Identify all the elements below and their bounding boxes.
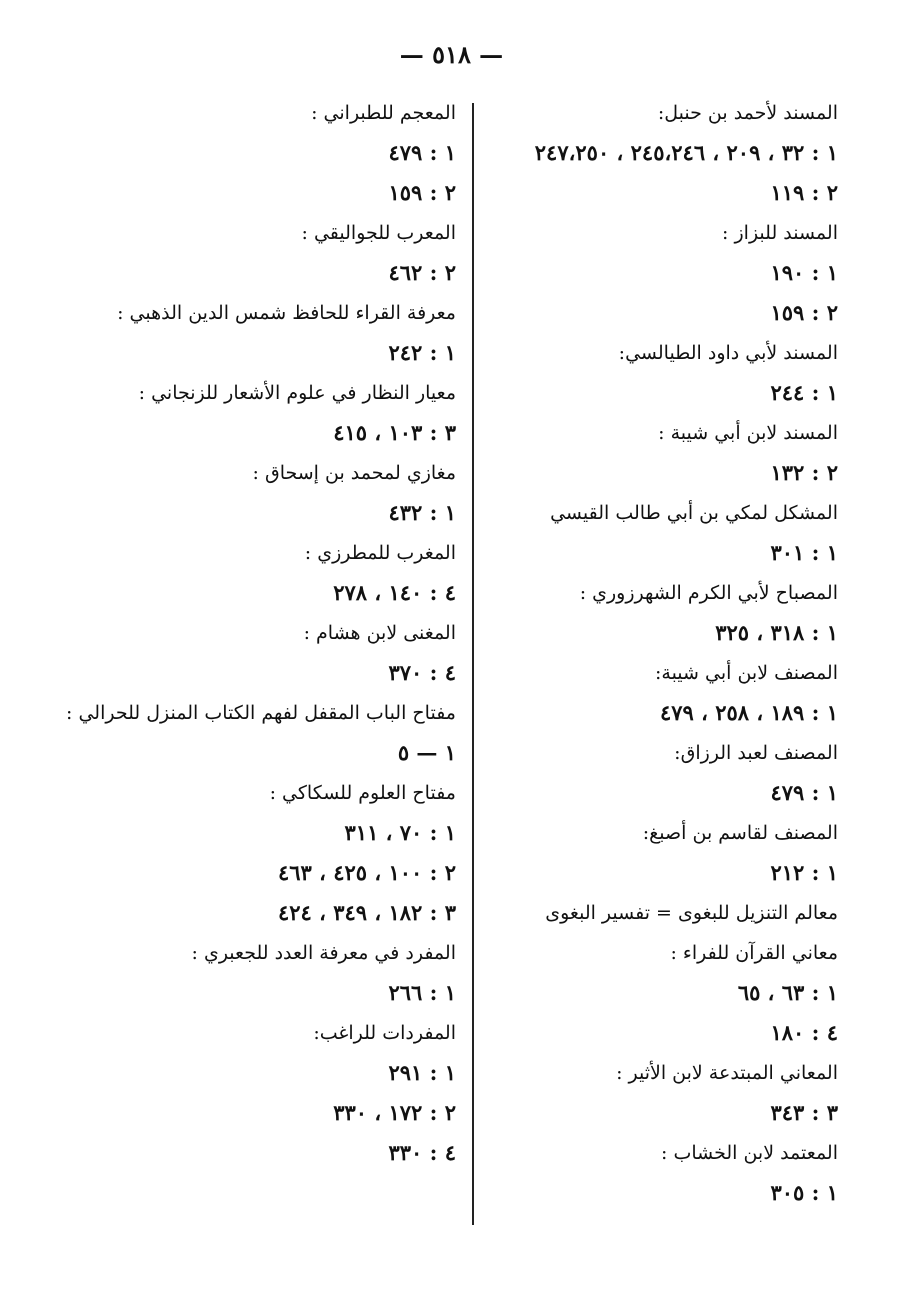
index-entry-title: المسند لأحمد بن حنبل: bbox=[657, 102, 838, 124]
index-reference: ١ : ٣٢ ، ٢٠٩ ، ٢٤٥،٢٤٦ ، ٢٤٧،٢٥٠ bbox=[534, 140, 838, 165]
index-reference: ٣ : ٣٤٣ bbox=[770, 1100, 838, 1125]
index-entry-title: المصنف لقاسم بن أصبغ: bbox=[642, 822, 838, 844]
index-reference: ١ : ٢٤٢ bbox=[388, 340, 456, 365]
index-reference: ٤ : ٣٧٠ bbox=[388, 660, 456, 685]
index-reference: ١ : ٤٧٩ bbox=[770, 780, 838, 805]
index-reference: ٣ : ١٨٢ ، ٣٤٩ ، ٤٢٤ bbox=[278, 900, 456, 925]
index-entry-title: معالم التنزيل للبغوى = تفسير البغوى bbox=[545, 902, 838, 924]
index-entry-title: المسند لأبي داود الطيالسي: bbox=[618, 342, 838, 364]
index-entry-title: مفتاح الباب المقفل لفهم الكتاب المنزل للحرالي : bbox=[66, 702, 456, 724]
index-entry-title: معرفة القراء للحافظ شمس الدين الذهبي : bbox=[117, 302, 456, 324]
index-reference: ٢ : ١١٩ bbox=[770, 180, 838, 205]
page-number: — ٥١٨ — bbox=[399, 40, 504, 69]
index-entry-title: المصباح لأبي الكرم الشهرزوري : bbox=[579, 582, 838, 604]
index-entry-title: معيار النظار في علوم الأشعار للزنجاني : bbox=[138, 382, 456, 404]
index-reference: ١ : ٣٠١ bbox=[770, 540, 838, 565]
index-reference: ١ : ٧٠ ، ٣١١ bbox=[344, 820, 456, 845]
index-entry-title: المسند للبزاز : bbox=[722, 222, 838, 244]
index-entry-title: المغرب للمطرزي : bbox=[304, 542, 456, 564]
index-entry-title: المعاني المبتدعة لابن الأثير : bbox=[616, 1062, 838, 1084]
index-reference: ٢ : ١٧٢ ، ٣٣٠ bbox=[333, 1100, 456, 1125]
index-column-left bbox=[66, 100, 456, 1180]
index-entry-title: معاني القرآن للفراء : bbox=[670, 942, 838, 964]
index-reference: ٤ : ٣٣٠ bbox=[388, 1140, 456, 1165]
index-reference: ١ : ٢٦٦ bbox=[388, 980, 456, 1005]
index-reference: ١ : ٤٧٩ bbox=[388, 140, 456, 165]
index-reference: ٢ : ٤٦٢ bbox=[388, 260, 456, 285]
index-entry-title: المعتمد لابن الخشاب : bbox=[661, 1142, 838, 1164]
index-reference: ١ : ١٩٠ bbox=[770, 260, 838, 285]
index-reference: ٤ : ١٤٠ ، ٢٧٨ bbox=[333, 580, 456, 605]
index-entry-title: مفتاح العلوم للسكاكي : bbox=[269, 782, 456, 804]
index-entry-title: المغنى لابن هشام : bbox=[303, 622, 456, 644]
index-reference: ٤ : ١٨٠ bbox=[770, 1020, 838, 1045]
index-reference: ١ : ٢٩١ bbox=[388, 1060, 456, 1085]
index-reference: ١ : ١٨٩ ، ٢٥٨ ، ٤٧٩ bbox=[660, 700, 838, 725]
index-entry-title: مغازي لمحمد بن إسحاق : bbox=[252, 462, 456, 484]
index-reference: ٢ : ١٥٩ bbox=[770, 300, 838, 325]
index-reference: ١ — ٥ bbox=[397, 740, 456, 765]
index-reference: ١ : ٣٠٥ bbox=[770, 1180, 838, 1205]
index-entry-title: المعجم للطبراني : bbox=[311, 102, 456, 124]
index-entry-title: المسند لابن أبي شيبة : bbox=[658, 422, 838, 444]
index-column-right bbox=[458, 100, 838, 1220]
index-reference: ١ : ٦٣ ، ٦٥ bbox=[737, 980, 838, 1005]
index-entry-title: المصنف لعبد الرزاق: bbox=[674, 742, 838, 764]
index-entry-title: المفردات للراغب: bbox=[313, 1022, 456, 1044]
index-reference: ١ : ٢١٢ bbox=[770, 860, 838, 885]
index-reference: ٢ : ١٠٠ ، ٤٢٥ ، ٤٦٣ bbox=[278, 860, 456, 885]
index-reference: ٣ : ١٠٣ ، ٤١٥ bbox=[333, 420, 456, 445]
index-reference: ١ : ٤٣٢ bbox=[388, 500, 456, 525]
index-reference: ٢ : ١٣٢ bbox=[770, 460, 838, 485]
index-reference: ١ : ٣١٨ ، ٣٢٥ bbox=[715, 620, 838, 645]
index-entry-title: المعرب للجواليقي : bbox=[301, 222, 456, 244]
index-reference: ١ : ٢٤٤ bbox=[770, 380, 838, 405]
index-entry-title: المصنف لابن أبي شيبة: bbox=[654, 662, 838, 684]
index-entry-title: المشكل لمكي بن أبي طالب القيسي bbox=[550, 502, 838, 524]
index-reference: ٢ : ١٥٩ bbox=[388, 180, 456, 205]
index-entry-title: المفرد في معرفة العدد للجعبري : bbox=[191, 942, 456, 964]
